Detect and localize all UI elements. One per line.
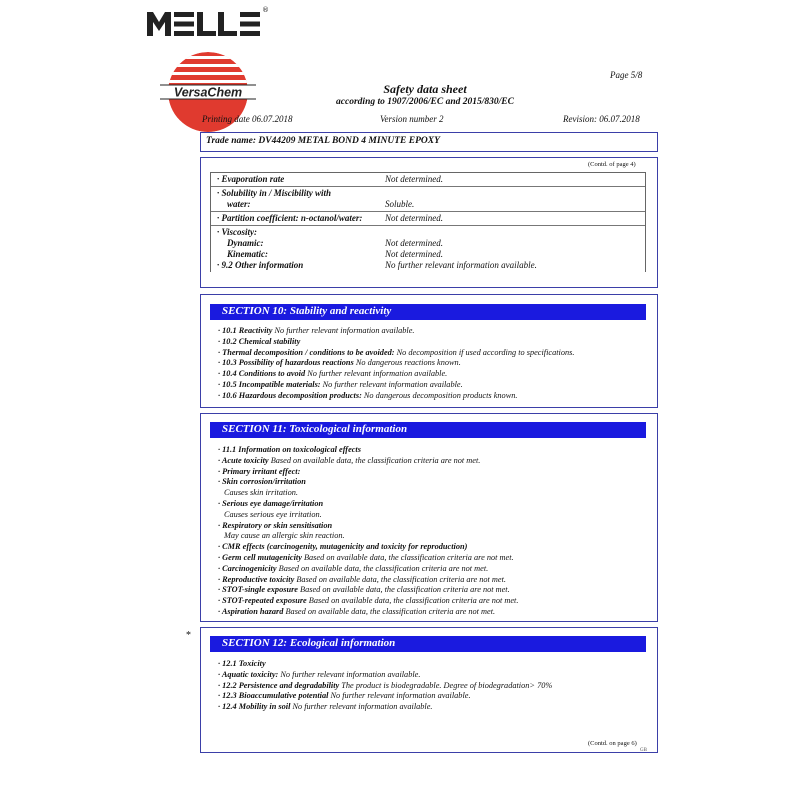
text-line (218, 499, 518, 510)
line-key: · Skin corrosion/irritation (218, 477, 306, 487)
text-line (218, 477, 518, 488)
line-key: · Carcinogenicity (218, 563, 277, 573)
text-line (218, 542, 518, 553)
line-key: · STOT-repeated exposure (218, 596, 307, 606)
text-line (218, 553, 518, 564)
line-key: · CMR effects (carcinogenity, mutagenicity and toxicity for reproduction) (218, 542, 468, 552)
line-value: No dangerous decomposition products known. (361, 390, 518, 400)
text-line (218, 702, 552, 713)
trade-name-box (200, 132, 658, 152)
line-key: · Reproductive toxicity (218, 574, 295, 584)
text-line (218, 585, 518, 596)
line-key: · Aspiration hazard (218, 606, 284, 616)
line-key: · Germ cell mutagenicity (218, 552, 302, 562)
section10-lines (218, 326, 574, 402)
line-key: · 11.1 Information on toxicological effects (218, 445, 361, 454)
line-key: · 10.3 Possibility of hazardous reactions (218, 358, 354, 368)
line-key: · 10.5 Incompatible materials: (218, 379, 321, 389)
text-line (218, 564, 518, 575)
page-number: Page 5/8 (610, 70, 643, 80)
section10-title: SECTION 10: Stability and reactivity (210, 304, 646, 320)
property-row: · Evaporation rate Not determined. (211, 173, 645, 187)
line-key: · 12.1 Toxicity (218, 659, 266, 668)
line-key: · Serious eye damage/irritation (218, 498, 324, 508)
revision-marker: * (186, 630, 191, 641)
line-value: The product is biodegradable. Degree of biodegradation> 70% (339, 680, 553, 690)
text-line (218, 337, 574, 348)
text-line (218, 670, 552, 681)
text-line (218, 358, 574, 369)
section12-title: SECTION 12: Ecological information (210, 636, 646, 652)
line-key: · Acute toxicity (218, 455, 269, 465)
melle-logo (145, 4, 275, 38)
revision-date: Revision: 06.07.2018 (563, 114, 640, 124)
text-line (218, 456, 518, 467)
text-line (218, 369, 574, 380)
line-value: No further relevant information available. (290, 702, 433, 712)
line-value: Causes serious eye irritation. (224, 509, 322, 519)
line-key: · Primary irritant effect: (218, 466, 301, 476)
line-key: · 10.2 Chemical stability (218, 336, 301, 346)
line-value: Based on available data, the classification criteria are not met. (268, 455, 481, 465)
line-value: No further relevant information available. (278, 669, 421, 679)
line-value: Causes skin irritation. (224, 488, 298, 498)
text-line (218, 521, 518, 532)
line-key: · 10.4 Conditions to avoid (218, 369, 306, 379)
line-key: · Aquatic toxicity: (218, 669, 279, 679)
text-line (218, 510, 518, 521)
line-value: Based on available data, the classification criteria are not met. (294, 574, 506, 584)
contd-from-page: (Contd. of page 4) (588, 161, 636, 168)
line-value: May cause an allergic skin reaction. (224, 531, 345, 541)
line-key: · 10.6 Hazardous decomposition products: (218, 390, 362, 400)
line-key: · Thermal decomposition / conditions to be avoided: (218, 347, 395, 357)
text-line (218, 681, 552, 692)
svg-text:®: ® (262, 6, 269, 14)
text-line (218, 659, 552, 670)
text-line (218, 607, 518, 618)
properties-table (210, 172, 646, 272)
line-value: Based on available data, the classification criteria are not met. (283, 606, 496, 616)
line-value: No decomposition if used according to specifications. (394, 347, 575, 357)
line-value: Based on available data, the classification criteria are not met. (306, 596, 519, 606)
text-line (218, 691, 552, 702)
line-value: Based on available data, the classification criteria are not met. (297, 585, 510, 595)
text-line (218, 596, 518, 607)
line-value: No further relevant information available. (305, 369, 448, 379)
version-number: Version number 2 (380, 114, 444, 124)
line-key: · 10.1 Reactivity (218, 326, 273, 335)
text-line (218, 326, 574, 337)
line-value: No further relevant information available. (272, 326, 415, 335)
printing-date: Printing date 06.07.2018 (202, 114, 293, 124)
text-line (218, 391, 574, 402)
text-line (218, 575, 518, 586)
line-key: · STOT-single exposure (218, 585, 298, 595)
trade-name: Trade name: DV44209 METAL BOND 4 MINUTE EPOXY (206, 136, 440, 146)
text-line (218, 380, 574, 391)
text-line (218, 488, 518, 499)
section11-lines (218, 445, 518, 618)
section12-lines (218, 659, 552, 713)
line-key: · Respiratory or skin sensitisation (218, 520, 333, 530)
logo-wordmark: VersaChem (173, 85, 243, 100)
text-line (218, 445, 518, 456)
text-line (218, 348, 574, 359)
line-key: · 12.2 Persistence and degradability (218, 680, 340, 690)
section11-title: SECTION 11: Toxicological information (210, 422, 646, 438)
property-row: · Partition coefficient: n-octanol/water: Not determined. (211, 212, 645, 226)
versachem-logo (158, 38, 258, 140)
line-key: · 12.4 Mobility in soil (218, 702, 291, 712)
line-key: · 12.3 Bioaccumulative potential (218, 691, 329, 701)
property-row: · Solubility in / Miscibility with water: Soluble. (211, 187, 645, 212)
text-line (218, 531, 518, 542)
line-value: No further relevant information available. (328, 691, 471, 701)
line-value: No further relevant information available. (320, 379, 463, 389)
footer-country-code: GB (640, 748, 647, 753)
document-title: Safety data sheet (383, 82, 467, 96)
line-value: No dangerous reactions known. (353, 358, 461, 368)
document-subtitle: according to 1907/2006/EC and 2015/830/EC (336, 97, 514, 107)
line-value: Based on available data, the classification criteria are not met. (276, 563, 489, 573)
contd-on-page: (Contd. on page 6) (588, 740, 637, 747)
text-line (218, 467, 518, 478)
property-row: · Viscosity: Dynamic: Kinematic: · 9.2 Other information Not determined. Not determined. No further relevant information available. (217, 227, 537, 270)
line-value: Based on available data, the classification criteria are not met. (301, 552, 514, 562)
